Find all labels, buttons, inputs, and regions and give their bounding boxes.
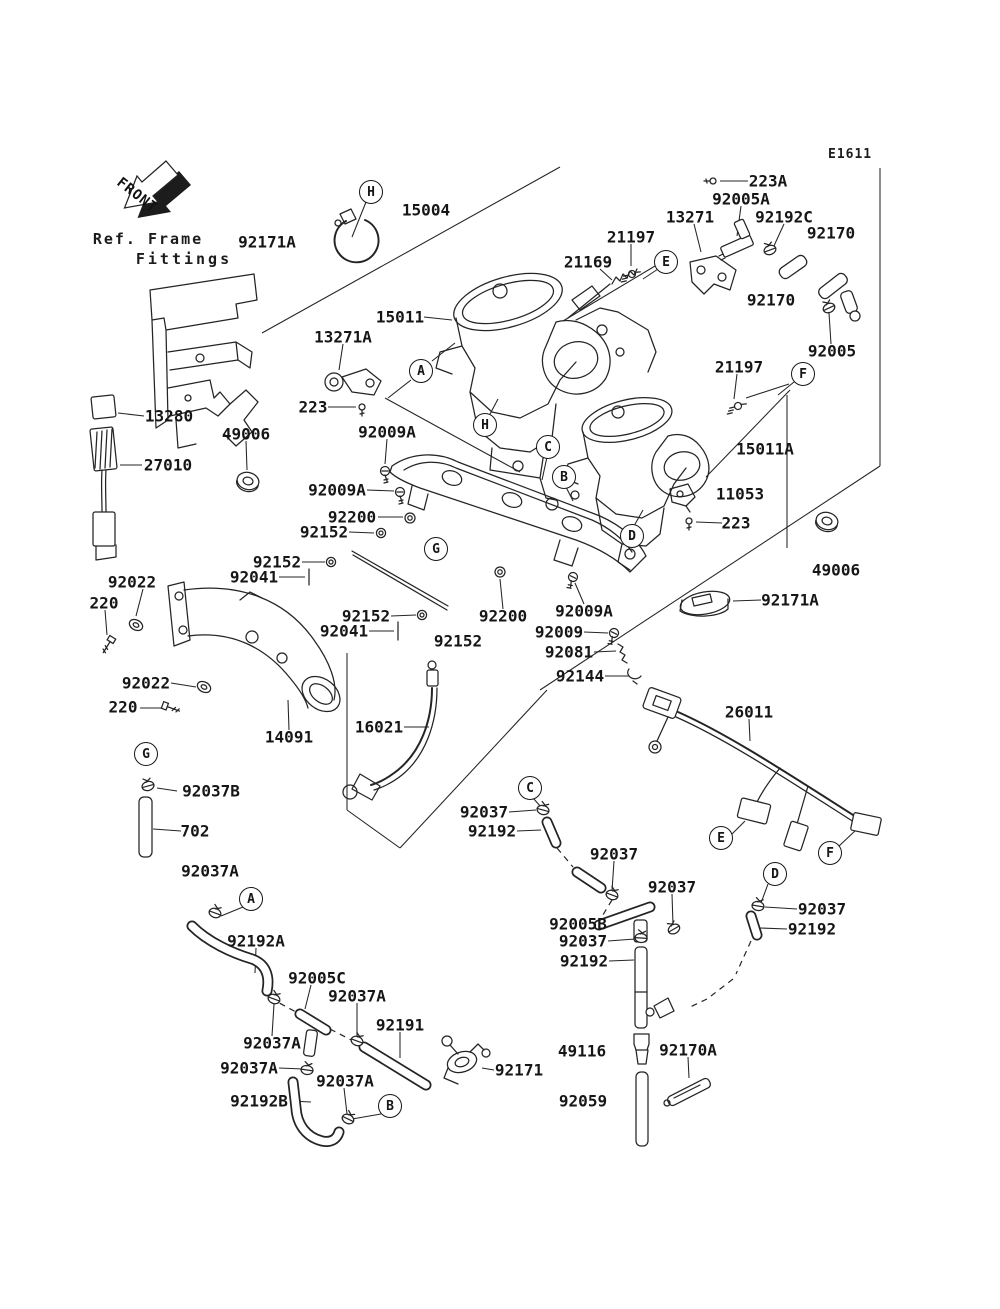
part-label-92152: 92152 [299,522,349,542]
part-label-92192c: 92192C [755,207,813,227]
callout-g: G [424,537,448,561]
part-label-92037: 92037 [459,802,509,822]
part-label-223: 223 [298,397,328,417]
part-label-15011a: 15011A [736,439,794,459]
manifold-pipe-14091 [168,582,347,719]
part-label-92037: 92037 [589,844,639,864]
part-label-92037a: 92037A [243,1033,301,1053]
part-label-92191: 92191 [375,1015,425,1035]
part-label-92005b: 92005B [549,914,607,934]
part-label-92005c: 92005C [288,968,346,988]
part-label-92009: 92009 [534,622,584,642]
callout-d: D [763,862,787,886]
part-label-16021: 16021 [354,717,404,737]
part-label-15004: 15004 [401,200,451,220]
part-label-13271a: 13271A [314,327,372,347]
callout-c: C [536,435,560,459]
part-label-49006: 49006 [811,560,861,580]
callout-f: F [791,362,815,386]
part-label-92009a: 92009A [555,601,613,621]
callout-c: C [518,776,542,800]
part-label-92192: 92192 [559,951,609,971]
callout-a: A [239,887,263,911]
part-label-92081: 92081 [544,642,594,662]
part-label-27010: 27010 [143,455,193,475]
part-label-92059: 92059 [558,1091,608,1111]
part-label-92022: 92022 [121,673,171,693]
ref-note-line1: Ref. Frame [92,230,204,248]
grommet-49006-right [814,510,840,534]
part-label-220: 220 [108,697,138,717]
callout-e: E [709,826,733,850]
part-label-92037a: 92037A [181,861,239,881]
part-label-92037: 92037 [797,899,847,919]
part-label-92200: 92200 [327,507,377,527]
part-label-92037a: 92037A [220,1058,278,1078]
callout-a: A [409,359,433,383]
part-label-92022: 92022 [107,572,157,592]
part-label-92009a: 92009A [308,480,366,500]
grommet-49006-left [235,470,261,494]
part-label-92192a: 92192A [227,931,285,951]
part-label-92192: 92192 [787,919,837,939]
part-label-92041: 92041 [229,567,279,587]
front-arrow-label: FRONT [113,174,161,217]
part-label-92152: 92152 [433,631,483,651]
callout-b: B [378,1094,402,1118]
part-label-49116: 49116 [557,1041,607,1061]
callout-h: H [359,180,383,204]
part-label-21197: 21197 [714,357,764,377]
callout-g: G [134,742,158,766]
part-label-223: 223 [721,513,751,533]
pilot-screws-and-needle [568,265,746,419]
part-label-15011: 15011 [375,307,425,327]
part-label-92041: 92041 [319,621,369,641]
front-direction-arrow [114,161,191,218]
part-label-92192b: 92192B [230,1091,288,1111]
callout-h: H [473,413,497,437]
part-label-92037a: 92037A [328,986,386,1006]
drain-hose-702 [139,777,155,857]
callout-b: B [552,465,576,489]
part-label-92152: 92152 [252,552,302,572]
choke-levers-and-brackets [325,256,736,530]
part-label-92152: 92152 [341,606,391,626]
leader-lines [105,167,880,1119]
part-label-21169: 21169 [563,252,613,272]
callout-f: F [818,841,842,865]
part-label-13271: 13271 [665,207,715,227]
callout-e: E [654,250,678,274]
part-label-92171: 92171 [494,1060,544,1080]
part-label-92005a: 92005A [712,189,770,209]
hose-clamp-92171a-top [335,209,379,262]
callout-d: D [620,524,644,548]
part-label-92037: 92037 [558,931,608,951]
ref-note-line2: Fittings [135,250,233,268]
part-label-92192: 92192 [467,821,517,841]
part-label-92144: 92144 [555,666,605,686]
part-label-49006: 49006 [221,424,271,444]
part-label-702: 702 [180,821,210,841]
part-label-92170: 92170 [806,223,856,243]
drawing-number: E1611 [828,147,873,162]
damper-92170a [664,1077,712,1107]
part-label-92005: 92005 [807,341,857,361]
part-label-92170: 92170 [746,290,796,310]
part-label-92037: 92037 [647,877,697,897]
part-label-13280: 13280 [144,406,194,426]
part-label-92171a: 92171A [761,590,819,610]
part-label-92171a: 92171A [238,232,296,252]
sensor-cap-92171a [678,588,731,618]
part-label-14091: 14091 [264,727,314,747]
part-label-26011: 26011 [724,702,774,722]
part-label-92170a: 92170A [659,1040,717,1060]
part-label-21197: 21197 [606,227,656,247]
check-valve-92171 [442,1036,490,1084]
part-label-92200: 92200 [478,606,528,626]
connector-13280-sensor-27010 [90,395,117,560]
part-label-92009a: 92009A [358,422,416,442]
part-label-223a: 223A [748,171,788,191]
part-label-220: 220 [89,593,119,613]
part-label-92037a: 92037A [316,1071,374,1091]
part-label-11053: 11053 [715,484,765,504]
part-label-92037b: 92037B [182,781,240,801]
